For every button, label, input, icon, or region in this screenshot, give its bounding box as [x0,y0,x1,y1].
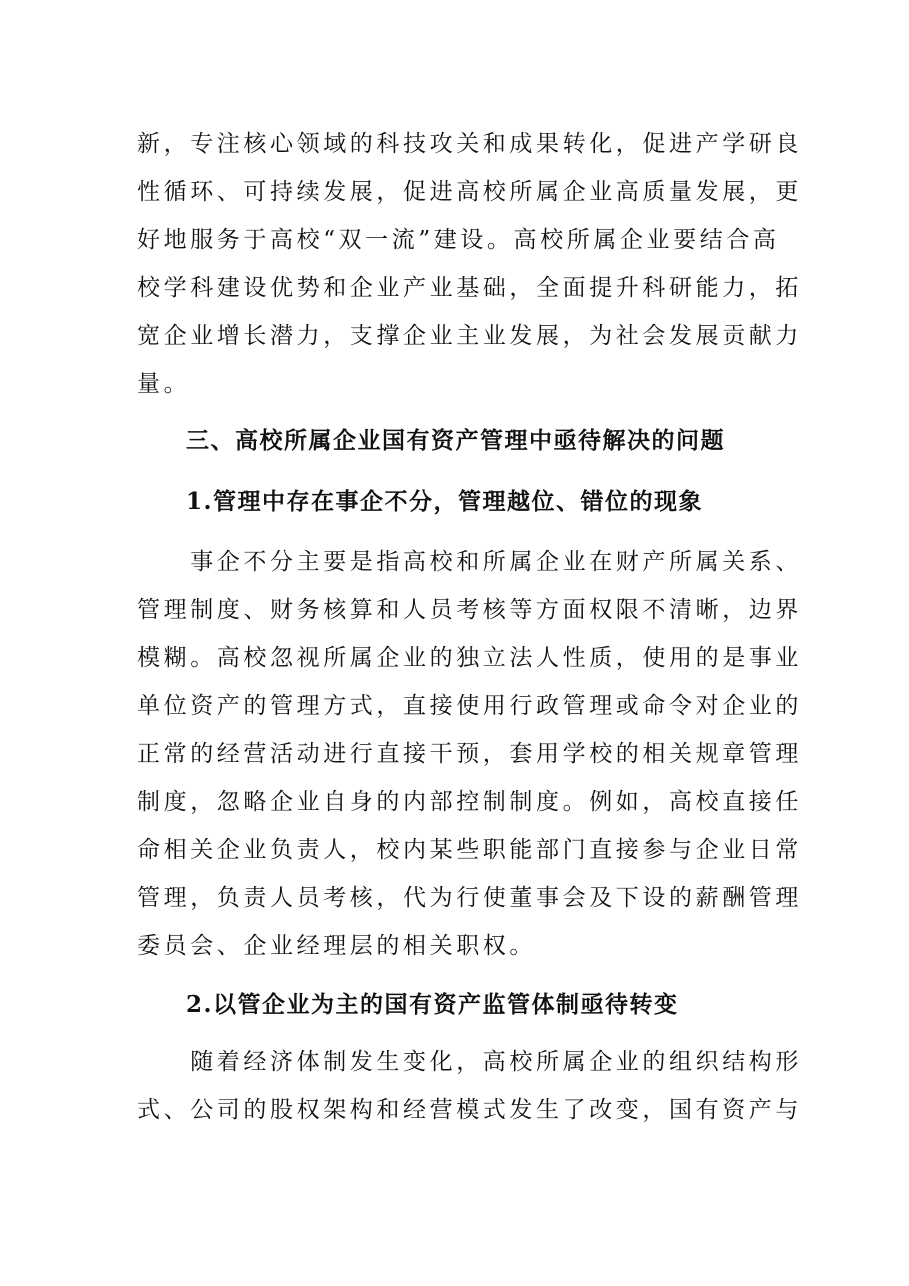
subheading-1: 1.管理中存在事企不分，管理越位、错位的现象 [186,488,704,515]
text-line: 性循环、可持续发展，促进高校所属企业高质量发展，更 [137,179,802,205]
text-line: 随着经济体制发生变化，高校所属企业的组织结构形 [137,1049,802,1075]
text-line: 委员会、企业经理层的相关职权。 [137,933,536,959]
text-line: 校学科建设优势和企业产业基础，全面提升科研能力，拓 [137,275,802,301]
paragraph-1 [137,538,802,970]
text-line: 正常的经营活动进行直接干预，套用学校的相关规章管理 [137,741,802,767]
subheading-2: 2.以管企业为主的国有资产监管体制亟待转变 [186,991,679,1018]
text-line: 管理，负责人员考核，代为行使董事会及下设的薪酬管理 [137,885,802,911]
text-line: 管理制度、财务核算和人员考核等方面权限不清晰，边界 [137,597,802,623]
text-line: 宽企业增长潜力，支撑企业主业发展，为社会发展贡献力 [137,323,802,349]
text-line: 量。 [137,371,191,397]
section-heading: 三、高校所属企业国有资产管理中亟待解决的问题 [186,427,725,454]
text-line: 单位资产的管理方式，直接使用行政管理或命令对企业的 [137,693,802,719]
text-line: 事企不分主要是指高校和所属企业在财产所属关系、 [137,549,802,575]
paragraph-2 [137,1038,802,1134]
text-line: 好地服务于高校“双一流”建设。高校所属企业要结合高 [137,227,780,253]
text-line: 新，专注核心领域的科技攻关和成果转化，促进产学研良 [137,131,802,157]
text-line: 命相关企业负责人，校内某些职能部门直接参与企业日常 [137,837,802,863]
text-line: 式、公司的股权架构和经营模式发生了改变，国有资产与 [137,1097,802,1123]
intro-paragraph [137,120,802,408]
text-line: 模糊。高校忽视所属企业的独立法人性质，使用的是事业 [137,645,802,671]
text-line: 制度，忽略企业自身的内部控制制度。例如，高校直接任 [137,789,802,815]
